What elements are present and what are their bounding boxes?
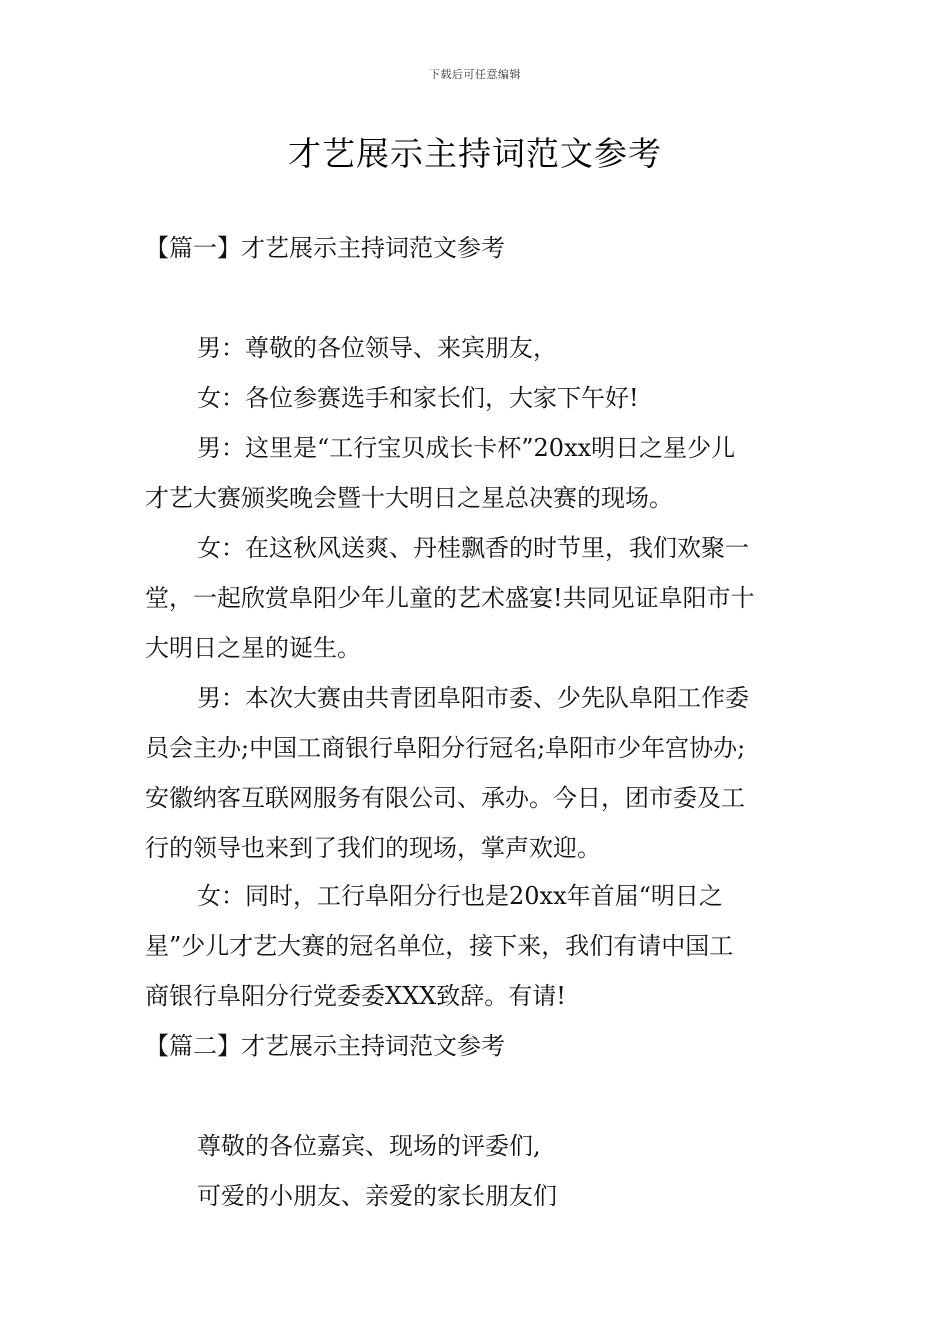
paragraph-line: 安徽纳客互联网服务有限公司、承办。今日，团市委及工 <box>145 784 745 812</box>
document-title: 才艺展示主持词范文参考 <box>288 134 662 173</box>
header-note: 下载后可任意编辑 <box>429 68 521 81</box>
paragraph-line: 女：在这秋风送爽、丹桂飘香的时节里，我们欢聚一 <box>197 534 749 562</box>
paragraph-line: 女：各位参赛选手和家长们，大家下午好! <box>197 384 639 412</box>
paragraph-line: 可爱的小朋友、亲爱的家长朋友们 <box>197 1182 557 1210</box>
paragraph-line: 星”少儿才艺大赛的冠名单位，接下来，我们有请中国工 <box>145 932 734 960</box>
paragraph-line: 堂，一起欣赏阜阳少年儿童的艺术盛宴!共同见证阜阳市十 <box>145 584 755 612</box>
section-heading: 【篇二】才艺展示主持词范文参考 <box>145 1032 505 1060</box>
paragraph-line: 男：本次大赛由共青团阜阳市委、少先队阜阳工作委 <box>197 684 749 712</box>
section-heading: 【篇一】才艺展示主持词范文参考 <box>145 234 505 262</box>
paragraph-line: 才艺大赛颁奖晚会暨十大明日之星总决赛的现场。 <box>145 484 673 512</box>
paragraph-line: 行的领导也来到了我们的现场，掌声欢迎。 <box>145 834 601 862</box>
paragraph-line: 男：尊敬的各位领导、来宾朋友， <box>197 334 557 362</box>
paragraph-line: 商银行阜阳分行党委委XXX致辞。有请! <box>145 982 566 1010</box>
paragraph-line: 大明日之星的诞生。 <box>145 634 361 662</box>
paragraph-line: 女：同时，工行阜阳分行也是20xx年首届“明日之 <box>197 882 723 910</box>
paragraph-line: 员会主办;中国工商银行阜阳分行冠名;阜阳市少年宫协办; <box>145 734 746 762</box>
paragraph-line: 尊敬的各位嘉宾、现场的评委们, <box>197 1132 541 1160</box>
paragraph-line: 男：这里是“工行宝贝成长卡杯”20xx明日之星少儿 <box>197 434 736 462</box>
